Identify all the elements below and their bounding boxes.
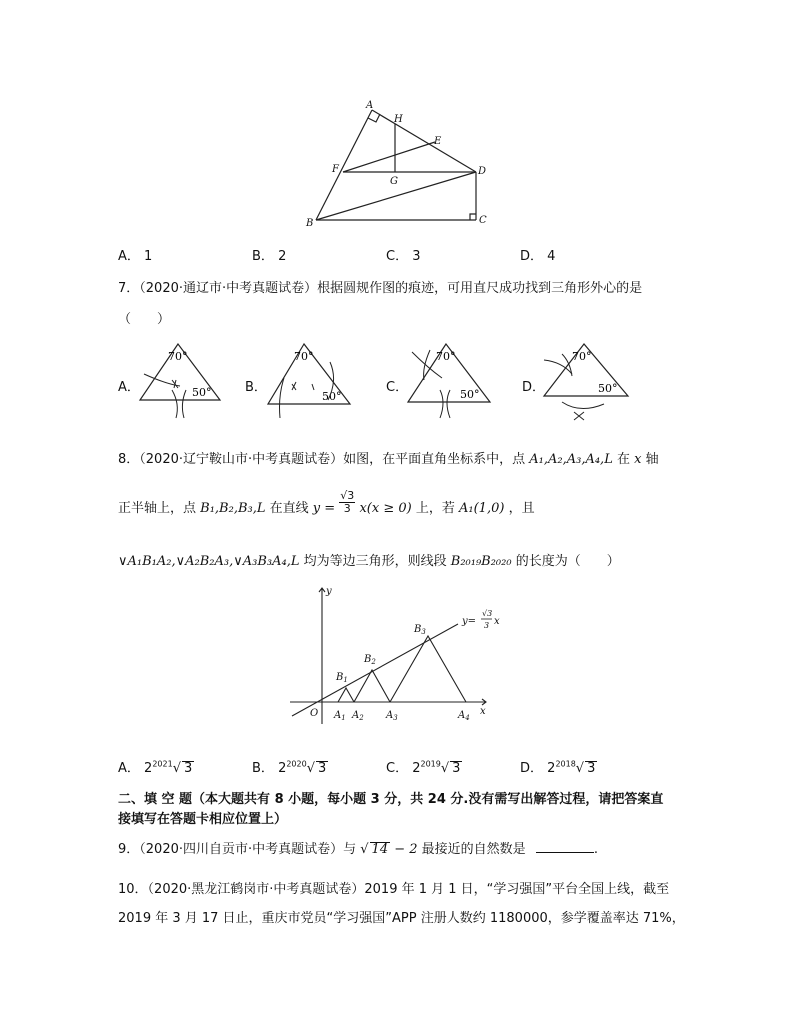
svg-text:A2: $A_2$ (352, 710, 364, 722)
svg-text:B2: $B_2$ (364, 654, 376, 666)
svg-text:y: y (326, 586, 332, 597)
svg-text:3: 3 (484, 621, 490, 630)
svg-text:x: x (494, 616, 500, 627)
segment-ad (372, 110, 476, 172)
svg-text:x: x (480, 706, 486, 717)
q7-option-b-figure[interactable] (262, 340, 362, 420)
label-b: B (306, 218, 314, 229)
svg-text:A3: $A_3$ (386, 710, 398, 722)
q7-option-a-label[interactable]: A． (118, 380, 140, 395)
segment-fe (343, 142, 435, 172)
svg-text:70°: 70° (294, 350, 314, 363)
svg-text:A4: $A_4$ (458, 710, 470, 722)
svg-text:B1: $B_1$ (336, 672, 348, 684)
q9-answer-blank[interactable] (536, 840, 594, 853)
q9-stem: 9．（2020·四川自贡市·中考真题试卷）与 √ 14 − 2 最接近的自然数是 . (118, 842, 598, 857)
svg-text:50°: 50° (460, 388, 480, 401)
q8-stem-line3: ∨A₁B₁A₂,∨A₂B₂A₃,∨A₃B₃A₄,L 均为等边三角形，则线段 B₂₀₁₉B₂₀₂₀ 的长度为（ ） (118, 554, 620, 569)
label-g: G (390, 176, 398, 187)
svg-text:70°: 70° (436, 350, 456, 363)
svg-text:50°: 50° (598, 382, 618, 395)
q8-option-d[interactable]: D． $2^{2018}√$ 3 (520, 759, 596, 776)
label-c: C (479, 215, 487, 226)
q6-option-a[interactable]: A． 1 (118, 249, 153, 264)
triangle-a2b2a3 (354, 670, 390, 702)
svg-text:√3: √3 (482, 609, 493, 618)
q8-option-a[interactable]: A． $2^{2021}√$ 3 (118, 759, 193, 776)
q8-stem-line2: 正半轴上，点 B₁,B₂,B₃,L 在直线 y = $\frac{√3}{3}$ x(x ≥ 0) 上，若 A₁(1,0) ，且 (118, 489, 535, 516)
label-d: D (478, 166, 487, 177)
svg-text:y=: y= (462, 616, 477, 627)
triangle-a1b1a2 (338, 688, 354, 702)
q7-option-c-label[interactable]: C． (386, 380, 409, 395)
q8-option-c[interactable]: C． $2^{2019}√$ 3 (386, 759, 461, 776)
q7-option-a-figure[interactable] (136, 340, 226, 420)
svg-text:B3: $B_3$ (414, 624, 426, 636)
svg-text:O: O (310, 708, 319, 719)
q7-option-b-label[interactable]: B． (245, 380, 267, 395)
section2-heading-line2: 接填写在答题卡相应位置上） (118, 812, 288, 827)
label-e: E (434, 136, 442, 147)
q7-option-d-label[interactable]: D． (522, 380, 546, 395)
q7-paren: （ ） (118, 312, 171, 327)
q6-option-d[interactable]: D． 4 (520, 249, 556, 264)
q6-geometry-figure (300, 98, 500, 230)
svg-text:50°: 50° (192, 386, 212, 399)
svg-text:70°: 70° (572, 350, 592, 363)
svg-text:A1: $A_1$ (334, 710, 346, 722)
label-h: H (394, 114, 403, 125)
q8-option-b[interactable]: B． $2^{2020}√$ 3 (252, 759, 327, 776)
q7-stem: 7．（2020·通辽市·中考真题试卷）根据圆规作图的痕迹，可用直尺成功找到三角形外心的是 (118, 281, 643, 296)
q10-stem-line1: 10．（2020·黑龙江鹤岗市·中考真题试卷）2019 年 1 月 1 日，“学习强国”平台全国上线，截至 (118, 882, 670, 897)
label-f: F (332, 164, 339, 175)
q7-option-c-figure[interactable] (402, 340, 502, 420)
q6-option-c[interactable]: C． 3 (386, 249, 421, 264)
q10-stem-line2: 2019 年 3 月 17 日止，重庆市党员“学习强国”APP 注册人数约 1180000，参学覆盖率达 71%， (118, 911, 685, 926)
svg-text:70°: 70° (168, 350, 188, 363)
q8-stem-line1: 8．（2020·辽宁鞍山市·中考真题试卷）如图，在平面直角坐标系中，点 A₁,A₂,A₃,A₄,L 在 x 轴 (118, 452, 659, 467)
q7-option-d-figure[interactable] (540, 340, 640, 424)
triangle-a3b3a4 (390, 636, 466, 702)
svg-text:50°: 50° (322, 390, 342, 403)
section2-heading-line1: 二、填 空 题（本大题共有 8 小题，每小题 3 分，共 24 分.没有需写出解答过程，请把答案直 (118, 792, 664, 807)
label-a: A (366, 100, 374, 111)
q8-coordinate-graph (286, 584, 506, 730)
q6-option-b[interactable]: B． 2 (252, 249, 287, 264)
